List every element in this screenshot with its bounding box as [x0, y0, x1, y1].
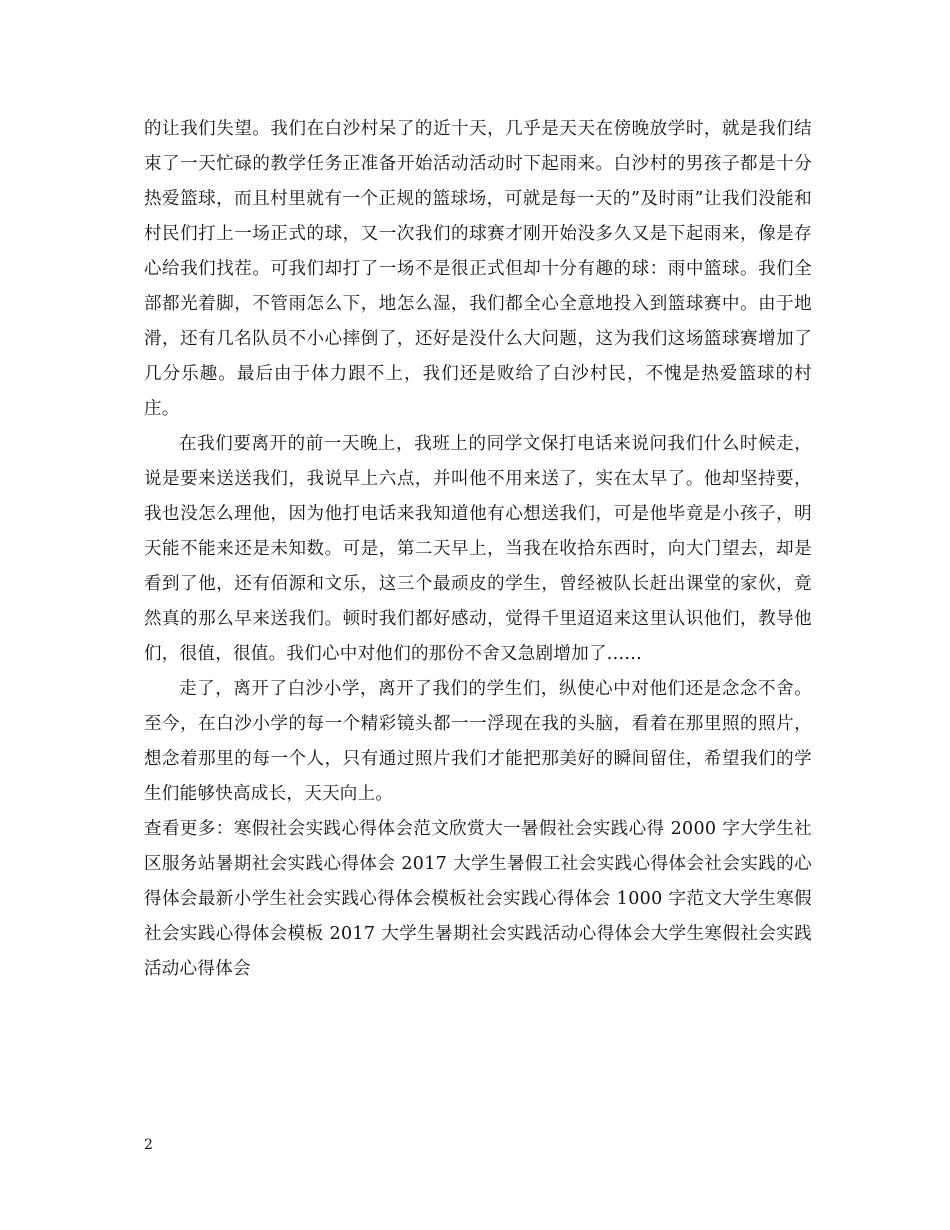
- paragraph-leaving: 走了，离开了白沙小学，离开了我们的学生们，纵使心中对他们还是念念不舍。至今，在白沙小学的每一个精彩镜头都一一浮现在我的头脑，看着在那里照的照片，想念着那里的每一个人，只有通过照片我们才能把那美好的瞬间留住，希望我们的学生们能够快高成长，天天向上。: [144, 679, 812, 804]
- paragraph-farewell: 在我们要离开的前一天晚上，我班上的同学文保打电话来说问我们什么时候走，说是要来送送我们，我说早上六点，并叫他不用来送了，实在太早了。他却坚持要，我也没怎么理他，因为他打电话来我知道他有心想送我们，可是他毕竟是小孩子，明天能不能来还是未知数。可是，第二天早上，当我在收拾东西时，向大门望去，却是看到了他，还有佰源和文乐，这三个最顽皮的学生，曾经被队长赶出课堂的家伙，竟然真的那么早来送我们。顿时我们都好感动，觉得千里迢迢来这里认识他们，教导他们，很值，很值。我们心中对他们的那份不舍又急剧增加了......: [144, 434, 812, 664]
- page-number: 2: [144, 1137, 153, 1153]
- document-body: [144, 112, 812, 987]
- paragraph-basketball: 的让我们失望。我们在白沙村呆了的近十天，几乎是天天在傍晚放学时，就是我们结束了一天忙碌的教学任务正准备开始活动活动时下起雨来。白沙村的男孩子都是十分热爱篮球，而且村里就有一个正规的篮球场，可就是每一天的”及时雨”让我们没能和村民们打上一场正式的球，又一次我们的球赛才刚开始没多久又是下起雨来，像是存心给我们找茬。可我们却打了一场不是很正式但却十分有趣的球：雨中篮球。我们全部都光着脚，不管雨怎么下，地怎么湿，我们都全心全意地投入到篮球赛中。由于地滑，还有几名队员不小心摔倒了，还好是没什么大问题，这为我们这场篮球赛增加了几分乐趣。最后由于体力跟不上，我们还是败给了白沙村民，不愧是热爱篮球的村庄。: [144, 119, 812, 419]
- related-links-text: 查看更多：寒假社会实践心得体会范文欣赏大一暑假社会实践心得 2000 字大学生社区服务站暑期社会实践心得体会 2017 大学生暑假工社会实践心得体会社会实践的心得体会最新小学生社会实践心得体会模板社会实践心得体会 1000 字范文大学生寒假社会实践心得体会模板 2017 大学生暑期社会实践活动心得体会大学生寒假社会实践活动心得体会: [144, 819, 812, 979]
